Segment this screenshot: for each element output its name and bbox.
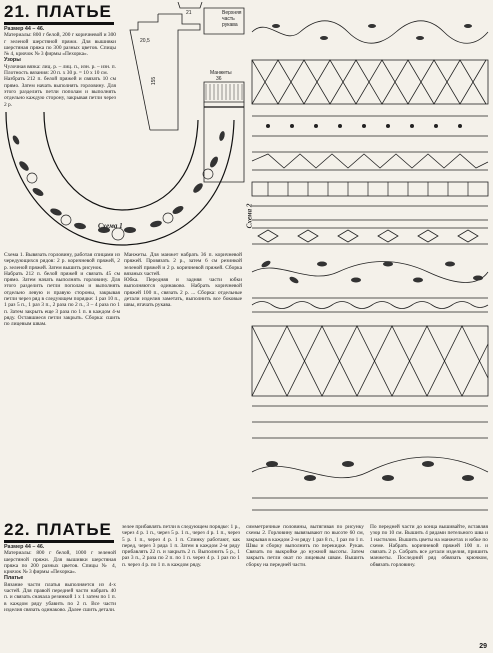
- body-text-2: Назбрать 212 п. белой пряжей и связать 10 см прямо. Затем начать выполнять горловину. Для этого разделить петли пополам и выполнять отдельно каждую сторону, закрывая петли через 2 р.: [4, 76, 116, 108]
- body-text-4: Манжеты. Для манжет набрать 36 п. коричневой пряжей. Провязать 2 р., затем 6 см резинкой зеленой пряжей и 2 р. коричневой пряжей. Сборка вязаных частей.: [124, 252, 242, 277]
- cuff-label: Манжеты: [210, 70, 232, 76]
- section-21-title: 21. ПЛАТЬЕ: [4, 2, 112, 21]
- section-21-col-1: [4, 252, 120, 514]
- body-text-5: Юбка. Передняя и задняя части юбки выполняются одинаково. Набрать коричневой пряжей 100 п., связать 2 р. ... Сборка: отдельные детали изделия заметать, выполнить все боковые швы, втачать рукава.: [124, 277, 242, 309]
- patterns-heading: Узоры: [4, 57, 21, 64]
- border-patterns-scheme-2: [248, 2, 490, 522]
- body-text-3: симметричные половины, вытягивая по рисунку схемы 2. Горловину вывязывают по высоте 60 см, закрывая в каждом 2-м ряду 1 раз 8 п., 1 раз по 1 п. Швы и сборку выполнить по перекидке. Рукав. Связать по выкройке до нужной высоты. Затем закрыть петли окат по лицевым швам. Вышить сборку на передней части.: [246, 524, 364, 568]
- measure-length: 155: [151, 76, 158, 86]
- section-22-col-2: [122, 524, 240, 644]
- measure-neck: 20,5: [140, 38, 150, 44]
- body-text-4: По передней части до конца вышивайте, вставляя узор по 10 см. Вышить 4 рядами петельного шва и 1 настилом. Вышить цветы на манжетах и юбке по схеме. Набрать коричневой пряжей 100 п. и связать 2 р. Собрать все детали изделия, пришить манжеты. Последний ряд обвязать крючком, обвязать горловину.: [370, 524, 488, 568]
- scheme-1-caption: Схема 1: [98, 222, 123, 230]
- cuff-width: 36: [216, 76, 222, 82]
- section-22-col-1: [4, 544, 116, 644]
- body-text-2: зелее прибавлять петли в следующем порядке: 1 р., через 4 р. 1 п., через 5 р. 1 п., через 4 р. 1 п., через 5 р. 1 п., через 4 р. 1 п. Спинку работают, как перед, через 3 ряда 1 п. Затем в каждом 2-м ряду прибавлять 22 п. и закрыть 2 п. Выполнить 5 р., 1 раз 3 п., 2 раза по 2 п. по 1 п. через 4 р. 1 раз по 1 п. через 4 р. по 1 п. в каждом ряду.: [122, 524, 240, 568]
- title-rule: [4, 22, 114, 25]
- sleeve-width: 21: [186, 10, 192, 16]
- size-label: Размер 44 – 46.: [4, 26, 45, 32]
- patterns-text: Чулочная вязка: лиц. р. – лиц. п., изн. р. – изн. п. Плотность вязания: 20 п. х 30 р. = 10 х 10 см.: [4, 63, 116, 77]
- title-rule: [4, 540, 114, 543]
- section-22-col-4: [370, 524, 488, 636]
- dress-heading: Платье: [4, 575, 24, 582]
- size-label: Размер 44 – 46.: [4, 544, 45, 550]
- scheme-2-caption: Схема 2: [245, 203, 254, 229]
- section-22-col-3: [246, 524, 364, 644]
- body-text-1: Вязание части платья выполняется из 4-х частей. Для правой передней части набрать 40 п. и связать сначала резинкой 1 х 1 затем по 1 п. в каждом ряду убавить по 2 п. Все части изделия связать одинаково. Далее сшить детали.: [4, 581, 116, 613]
- body-text-6: Набрать 212 п. белой пряжей и связать 45 см прямо. Затем начать выполнять горловину. Для этого разделить петли пополам и выполнять отдельно левую и правую стороны, закрывая петли через ряд в следующем порядке: 1 раз 10 п., 1 раз 5 п., 1 раз 3 п., 2 раза по 2 п., 3 – 4 раза по 1 п. Затем закрыть еще 3 раза по 1 п. в каждом 4-м ряду. Оставшиеся петли закрыть. Сборка: сшить по лицевым швам.: [4, 270, 120, 328]
- materials-text: Материалы: 800 г белой, 200 г коричневой и 300 г зеленой шерстяной пряжи. Для вышивки шерстяная пряжа по 300 разных цветов. Спицы № 4, крючок № 3 фирмы «Пехорка».: [4, 32, 116, 58]
- sleeve-label: Верхняя часть рукава: [222, 10, 242, 28]
- page-number: 29: [479, 643, 487, 650]
- body-text-3: Схема 1. Вывязать горловину, работая спицами из чередующихся рядов: 2 р. коричневой пряжей, 2 р. зеленой пряжей. Затем вышить рисунок.: [4, 252, 120, 271]
- materials-text: Материалы: 800 г белой, 1000 г зеленой шерстяной пряжи. Для вышивки шерстяная пряжа по 200 разных цветов. Спицы № 4, крючок № 3 фирмы «Пехорка».: [4, 550, 116, 576]
- section-21-col-2: [124, 252, 242, 514]
- section-22-title: 22. ПЛАТЬЕ: [4, 520, 112, 539]
